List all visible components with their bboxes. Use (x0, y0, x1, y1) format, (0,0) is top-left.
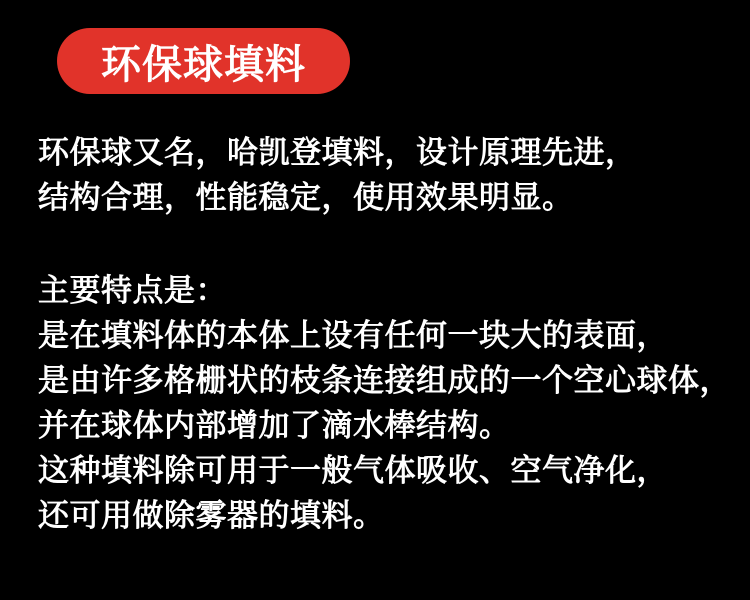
intro-paragraph (38, 130, 740, 220)
feature-line: 是在填料体的本体上设有任何一块大的表面， (38, 318, 668, 353)
product-title-badge: 环保球填料 (57, 28, 350, 94)
feature-line: 是由许多格栅状的枝条连接组成的一个空心球体， (38, 363, 731, 398)
intro-line: 结构合理，性能稳定，使用效果明显。 (38, 180, 574, 215)
features-heading: 主要特点是： (38, 273, 227, 308)
feature-line: 还可用做除雾器的填料。 (38, 498, 385, 533)
feature-line: 这种填料除可用于一般气体吸收、空气净化， (38, 453, 668, 488)
features-paragraph (38, 268, 740, 538)
feature-line: 并在球体内部增加了滴水棒结构。 (38, 408, 511, 443)
intro-line: 环保球又名，哈凯登填料，设计原理先进， (38, 135, 637, 170)
